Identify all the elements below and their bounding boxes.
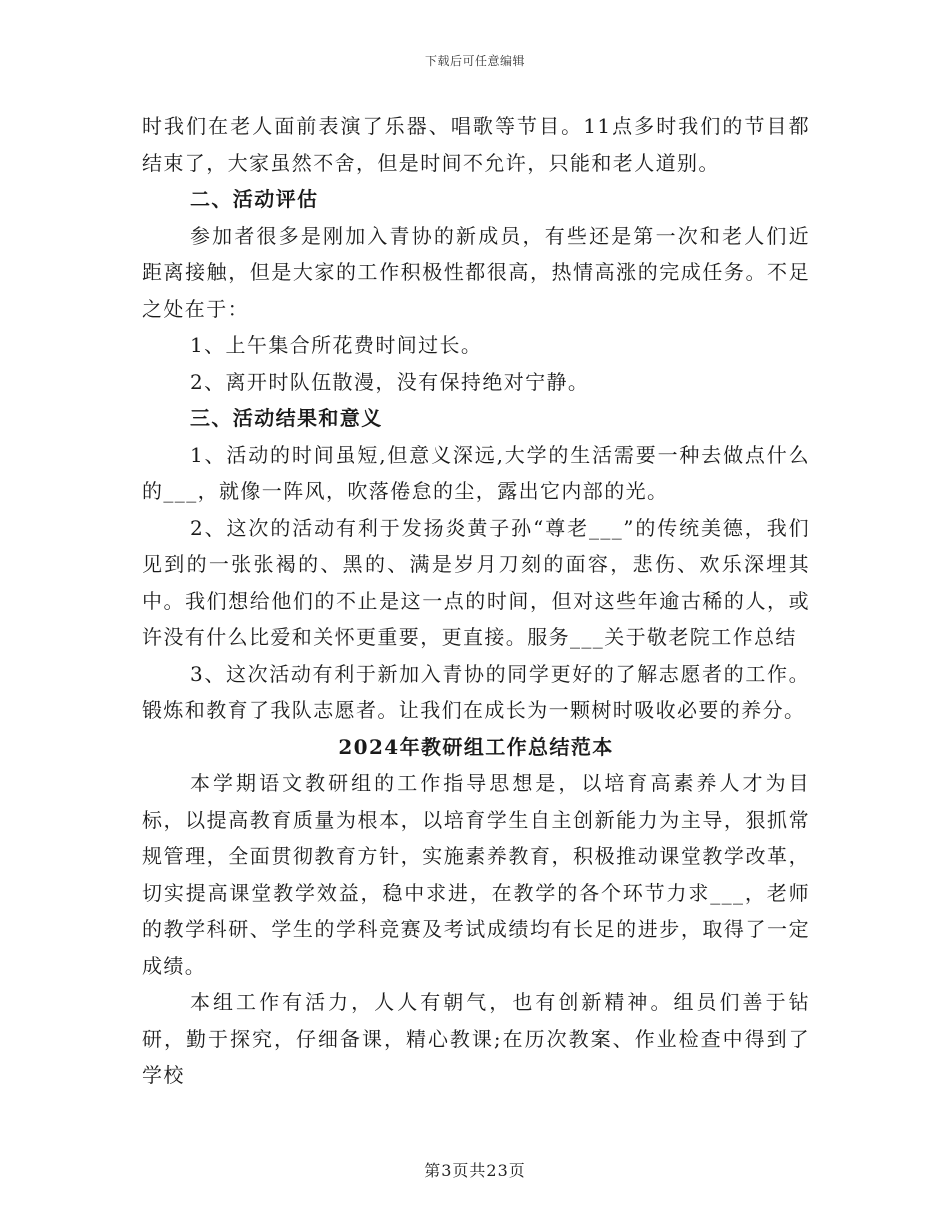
page-header: 下载后可任意编辑 — [424, 54, 525, 68]
paragraph-result-2: 2、这次的活动有利于发扬炎黄子孙“尊老___”的传统美德，我们见到的一张张褐的、黑的、满是岁月刀刻的面容，悲伤、欢乐深埋其中。我们想给他们的不止是这一点的时间，但对这些年逾古稀的人，或许没有什么比爱和关怀更重要，更直接。服务___关于敬老院工作总结 — [142, 515, 810, 649]
page-number: 第3页共23页 — [424, 1161, 526, 1180]
section-heading-evaluation: 二、活动评估 — [190, 187, 319, 211]
paragraph-intro: 本学期语文教研组的工作指导思想是，以培育高素养人才为目标，以提高教育质量为根本，以培育学生自主创新能力为主导，狠抓常规管理，全面贯彻教育方针，实施素养教育，积极推动课堂教学改革，切实提高课堂教学效益，稳中求进，在教学的各个环节力求___，老师的教学科研、学生的学科竞赛及考试成绩均有长足的进步，取得了一定成绩。 — [142, 771, 810, 978]
document-body — [142, 108, 810, 1094]
list-item-2: 2、离开时队伍散漫，没有保持绝对宁静。 — [190, 369, 590, 394]
paragraph-result-3: 3、这次活动有利于新加入青协的同学更好的了解志愿者的工作。锻炼和教育了我队志愿者。让我们在成长为一颗树时吸收必要的养分。 — [142, 661, 810, 722]
paragraph-result-1: 1、活动的时间虽短,但意义深远,大学的生活需要一种去做点什么的___，就像一阵风，吹落倦怠的尘，露出它内部的光。 — [142, 442, 810, 503]
paragraph-team: 本组工作有活力，人人有朝气，也有创新精神。组员们善于钻研，勤于探究，仔细备课，精心教课;在历次教案、作业检查中得到了学校 — [142, 990, 810, 1087]
paragraph-continued: 时我们在老人面前表演了乐器、唱歌等节目。11点多时我们的节目都结束了，大家虽然不舍，但是时间不允许，只能和老人道别。 — [142, 114, 810, 175]
list-item-1: 1、上午集合所花费时间过长。 — [190, 333, 483, 357]
paragraph-evaluation: 参加者很多是刚加入青协的新成员，有些还是第一次和老人们近距离接触，但是大家的工作积极性都很高，热情高涨的完成任务。不足之处在于： — [142, 223, 810, 321]
document-title: 2024年教研组工作总结范本 — [338, 734, 614, 759]
section-heading-results: 三、活动结果和意义 — [190, 406, 383, 430]
